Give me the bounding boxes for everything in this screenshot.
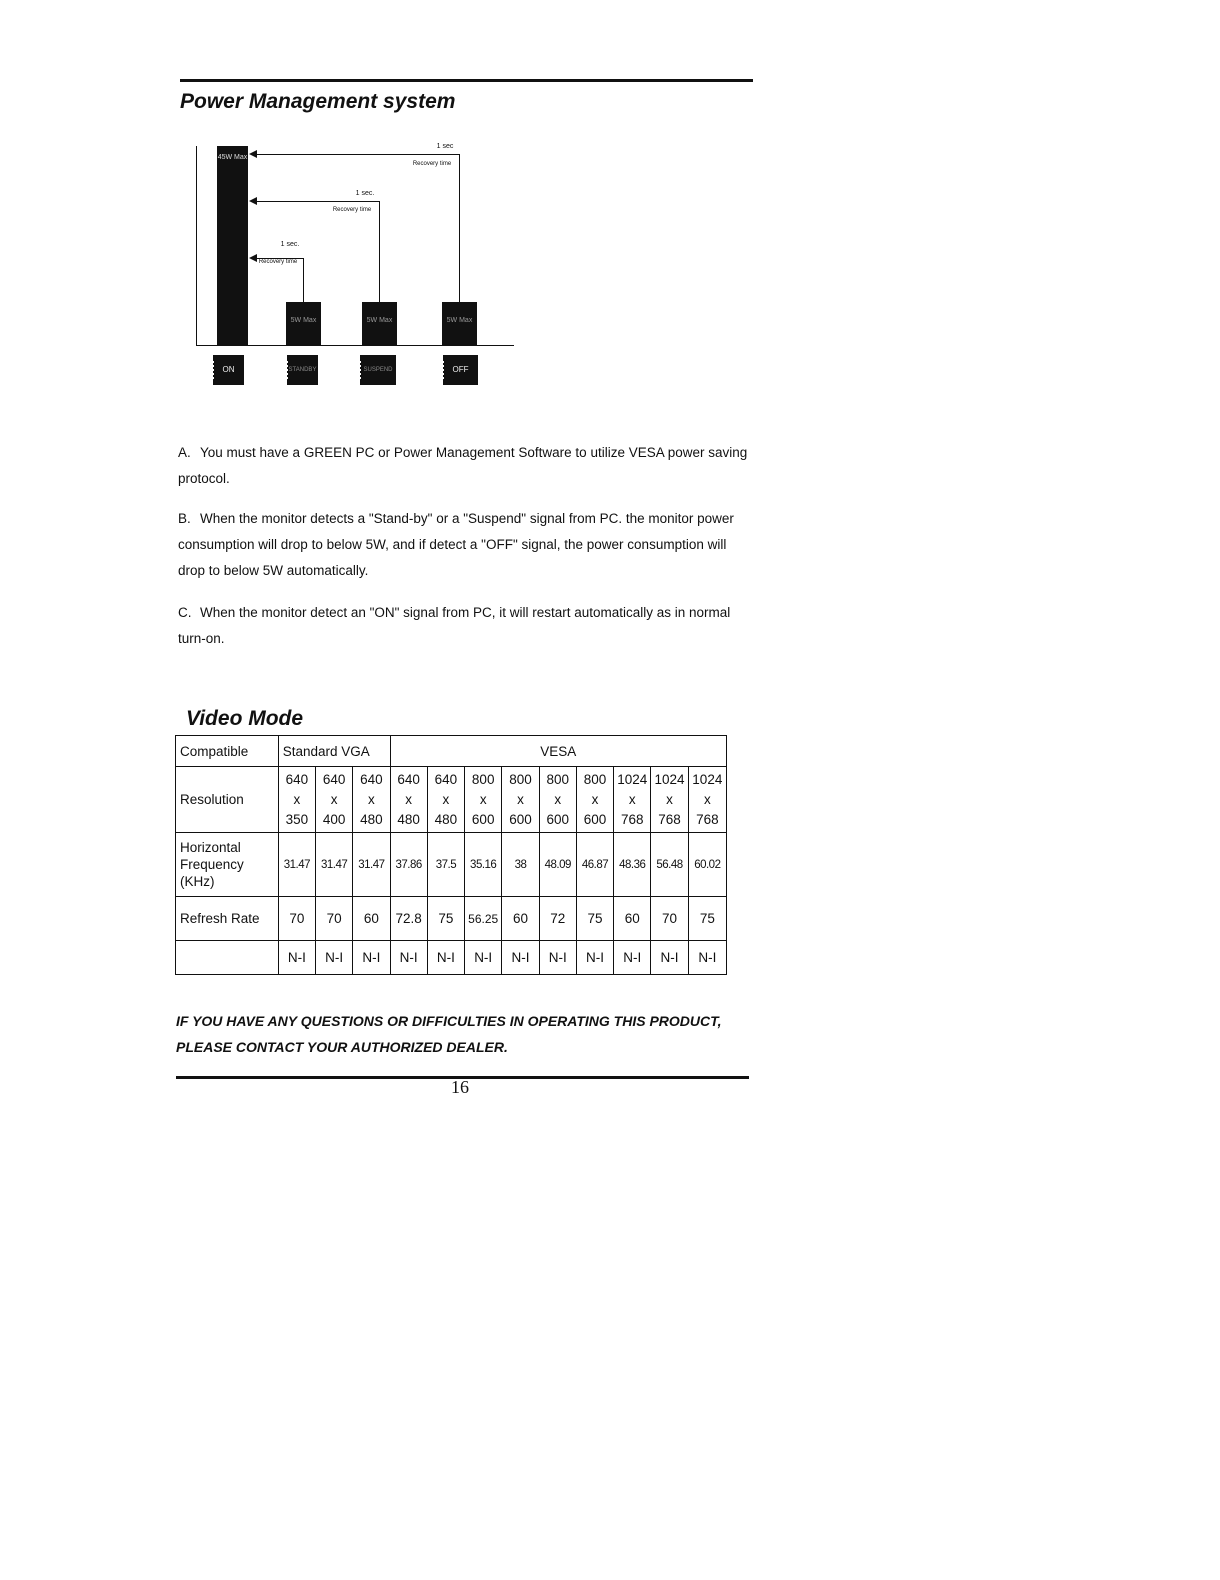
state-chip-off: OFF [443,355,478,385]
hfreq-cell: 38 [502,833,539,897]
hfreq-cell: 35.16 [465,833,502,897]
power-diagram [0,0,1220,400]
state-chip-suspend: SUSPEND [360,355,396,385]
resolution-cell: 640 x 400 [316,767,353,833]
note-a-marker: A. [178,445,191,460]
hfreq-cell: 56.48 [651,833,688,897]
table-row-compatible [176,736,727,767]
hfreq-cell: 31.47 [353,833,390,897]
table-row-interlace [176,941,727,975]
bar-on [217,146,248,345]
resolution-cell: 800 x 600 [539,767,576,833]
interlace-cell: N-I [651,941,688,975]
refresh-cell: 72 [539,897,576,941]
contact-notice: IF YOU HAVE ANY QUESTIONS OR DIFFICULTIES IN OPERATING THIS PRODUCT, PLEASE CONTACT YOUR AUTHORIZED DEALER. [176,1013,722,1055]
recovery-time-standby: 1 sec. [280,241,300,248]
hfreq-cell: 37.5 [427,833,464,897]
note-c-marker: C. [178,605,192,620]
resolution-cell: 640 x 480 [427,767,464,833]
interlace-cell: N-I [465,941,502,975]
hfreq-cell: 60.02 [688,833,726,897]
interlace-cell: N-I [688,941,726,975]
refresh-cell: 70 [651,897,688,941]
interlace-cell: N-I [427,941,464,975]
note-c [178,600,748,652]
resolution-cell: 1024 x 768 [651,767,688,833]
note-c-text: When the monitor detect an "ON" signal from PC, it will restart automatically as in normal turn-on. [178,605,731,646]
refresh-cell: 60 [353,897,390,941]
interlace-cell: N-I [576,941,613,975]
compatible-header: Compatible [176,736,279,767]
table-row-refresh [176,897,727,941]
hfreq-cell: 31.47 [278,833,315,897]
resolution-cell: 640 x 480 [353,767,390,833]
refresh-cell: 70 [278,897,315,941]
hfreq-cell: 37.86 [390,833,427,897]
refresh-cell: 75 [427,897,464,941]
note-a [178,440,748,492]
refresh-cell: 72.8 [390,897,427,941]
bar-suspend [362,302,397,345]
resolution-cell: 640 x 480 [390,767,427,833]
interlace-header [176,941,279,975]
bar-suspend-label: 5W Max [366,317,393,324]
recovery-line-suspend-h [252,201,380,202]
refresh-cell: 60 [614,897,651,941]
video-mode-table [175,735,727,975]
note-b-marker: B. [178,511,191,526]
video-mode-title: Video Mode [186,707,304,730]
refresh-cell: 60 [502,897,539,941]
recovery-line-suspend-v [379,201,380,302]
recovery-line-off-v [459,154,460,302]
interlace-cell: N-I [539,941,576,975]
recovery-label-standby: Recovery time [258,259,298,265]
hfreq-cell: 46.87 [576,833,613,897]
horizontal-frequency-header: Horizontal Frequency (KHz) [176,833,279,897]
resolution-cell: 800 x 600 [502,767,539,833]
recovery-line-off-h [252,154,460,155]
bar-off-label: 5W Max [446,317,473,324]
standard-vga-header: Standard VGA [278,736,390,767]
interlace-cell: N-I [390,941,427,975]
resolution-cell: 800 x 600 [465,767,502,833]
hfreq-cell: 48.36 [614,833,651,897]
bar-standby [286,302,321,345]
table-row-horizontal [176,833,727,897]
resolution-cell: 1024 x 768 [688,767,726,833]
state-chip-on: ON [213,355,244,385]
state-chip-standby: STANDBY [287,355,318,385]
bar-off [442,302,477,345]
recovery-label-off: Recovery time [412,161,452,167]
refresh-cell: 56.25 [465,897,502,941]
resolution-cell: 640 x 350 [278,767,315,833]
note-b-text: When the monitor detects a "Stand-by" or a "Suspend" signal from PC. the monitor power consumption will drop to below 5W, and if detect a "OFF" signal, the power consumption will drop to below 5W automatically. [178,511,734,578]
power-management-title: Power Management system [180,90,456,113]
recovery-arrow-suspend [249,197,257,205]
interlace-cell: N-I [353,941,390,975]
recovery-arrow-off [249,150,257,158]
hfreq-cell: 48.09 [539,833,576,897]
diagram-y-axis [196,146,197,346]
recovery-time-suspend: 1 sec. [355,190,375,197]
recovery-time-off: 1 sec [436,143,454,150]
table-row-resolution [176,767,727,833]
resolution-cell: 1024 x 768 [614,767,651,833]
refresh-cell: 70 [316,897,353,941]
note-b [178,506,748,584]
resolution-header: Resolution [176,767,279,833]
interlace-cell: N-I [614,941,651,975]
vesa-header: VESA [390,736,726,767]
refresh-cell: 75 [576,897,613,941]
interlace-cell: N-I [502,941,539,975]
recovery-label-suspend: Recovery time [332,207,372,213]
page-number: 16 [451,1077,469,1097]
resolution-cell: 800 x 600 [576,767,613,833]
interlace-cell: N-I [278,941,315,975]
refresh-cell: 75 [688,897,726,941]
bar-on-label: 45W Max [217,154,248,161]
note-a-text: You must have a GREEN PC or Power Management Software to utilize VESA power saving protocol. [178,445,748,486]
bar-standby-label: 5W Max [290,317,317,324]
hfreq-cell: 31.47 [316,833,353,897]
diagram-x-axis [196,345,514,346]
interlace-cell: N-I [316,941,353,975]
refresh-rate-header: Refresh Rate [176,897,279,941]
